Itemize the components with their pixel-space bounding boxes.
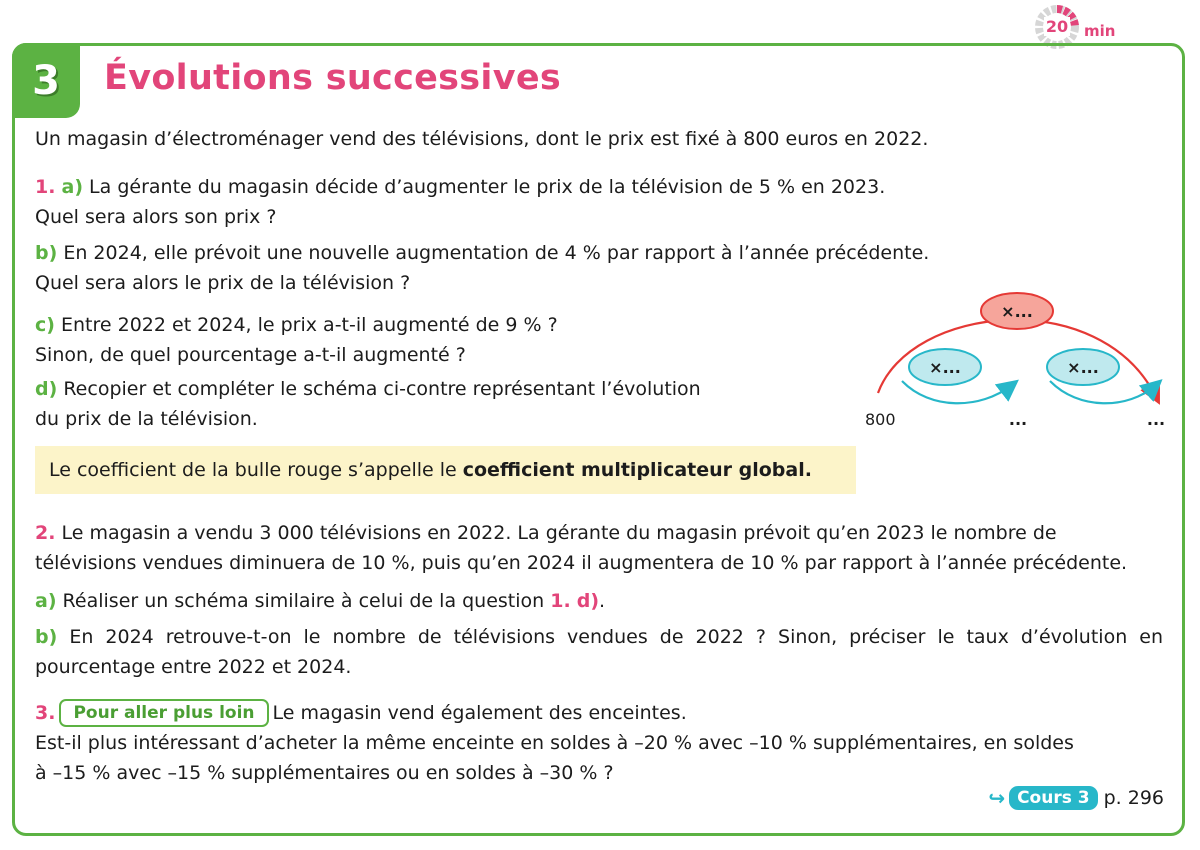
q3-line1 [35,698,687,728]
q3-text1: Le magasin vend également des enceintes. [272,702,687,724]
note-bold: coefficient multiplicateur global. [462,459,812,481]
q1c-line2: Sinon, de quel pourcentage a-t-il augmenté ? [35,344,466,366]
q2b-paragraph [35,622,1163,682]
q1-number: 1. [35,176,56,198]
q2-line1 [35,518,1057,548]
q2a-end: . [599,590,606,612]
q1a-line1 [35,172,885,202]
q2a-label: a) [35,590,57,612]
global-bubble-label: ×... [1001,302,1033,321]
definition-note [35,446,856,494]
step2-arrow [1050,381,1156,403]
course-reference[interactable] [988,785,1164,811]
timer-value: 20 [1045,17,1069,36]
q1b-line2: Quel sera alors le prix de la télévision ? [35,272,411,294]
step2-bubble-label: ×... [1067,358,1099,377]
q2b-label: b) [35,626,58,648]
q2a-line [35,586,605,616]
q1d-line1 [35,374,701,404]
q1a-label: a) [61,176,84,198]
step2-value: ... [1146,410,1166,429]
q1d-text: Recopier et compléter le schéma ci-contre représentant l’évolution [57,378,701,400]
q1d-line2: du prix de la télévision. [35,408,258,430]
q2a-ref-number: 1. [550,590,571,612]
q3-number: 3. [35,702,56,724]
intro-text: Un magasin d’électroménager vend des télévisions, dont le prix est fixé à 800 euros en 2022. [35,128,929,150]
course-badge[interactable]: Cours 3 [1009,786,1098,810]
timer-unit: min [1084,22,1116,40]
q1d-label: d) [35,378,58,400]
q1b-text: En 2024, elle prévoit une nouvelle augmentation de 4 % par rapport à l’année précédente. [57,242,930,264]
return-arrow-icon: ↪ [988,786,1006,810]
start-value: 800 [865,410,896,429]
q2-text1: Le magasin a vendu 3 000 télévisions en 2022. La gérante du magasin prévoit qu’en 2023 le nombre de [55,522,1057,544]
step1-value: ... [1008,410,1028,429]
q1c-text: Entre 2022 et 2024, le prix a-t-il augmenté de 9 % ? [54,314,558,336]
q1c-label: c) [35,314,55,336]
q1a-line2: Quel sera alors son prix ? [35,206,277,228]
note-text: Le coefficient de la bulle rouge s’appelle le [49,459,463,481]
q1b-label: b) [35,242,58,264]
evolution-diagram [850,285,1180,440]
go-further-badge: Pour aller plus loin [59,699,268,727]
q1b-line1 [35,238,929,268]
q3-line2: Est-il plus intéressant d’acheter la même enceinte en soldes à –20 % avec –10 % supplémentaires, en soldes [35,732,1074,754]
exercise-number: 3 [12,43,80,118]
exercise-title: Évolutions successives [104,58,562,98]
q1a-text: La gérante du magasin décide d’augmenter le prix de la télévision de 5 % en 2023. [83,176,886,198]
q2a-ref-sub: d) [576,590,600,612]
q3-line3: à –15 % avec –15 % supplémentaires ou en soldes à –30 % ? [35,762,614,784]
q1c-line1 [35,310,558,340]
q2b-text: En 2024 retrouve-t-on le nombre de télévisions vendues de 2022 ? Sinon, préciser le taux d’évolution en pourcentage entre 2022 et 2024. [35,626,1163,678]
q2-number: 2. [35,522,56,544]
q2a-text: Réaliser un schéma similaire à celui de la question [56,590,551,612]
step1-bubble-label: ×... [929,358,961,377]
q2-line2: télévisions vendues diminuera de 10 %, puis qu’en 2024 il augmentera de 10 % par rapport à l’année précédente. [35,552,1128,574]
course-page: p. 296 [1103,787,1164,809]
